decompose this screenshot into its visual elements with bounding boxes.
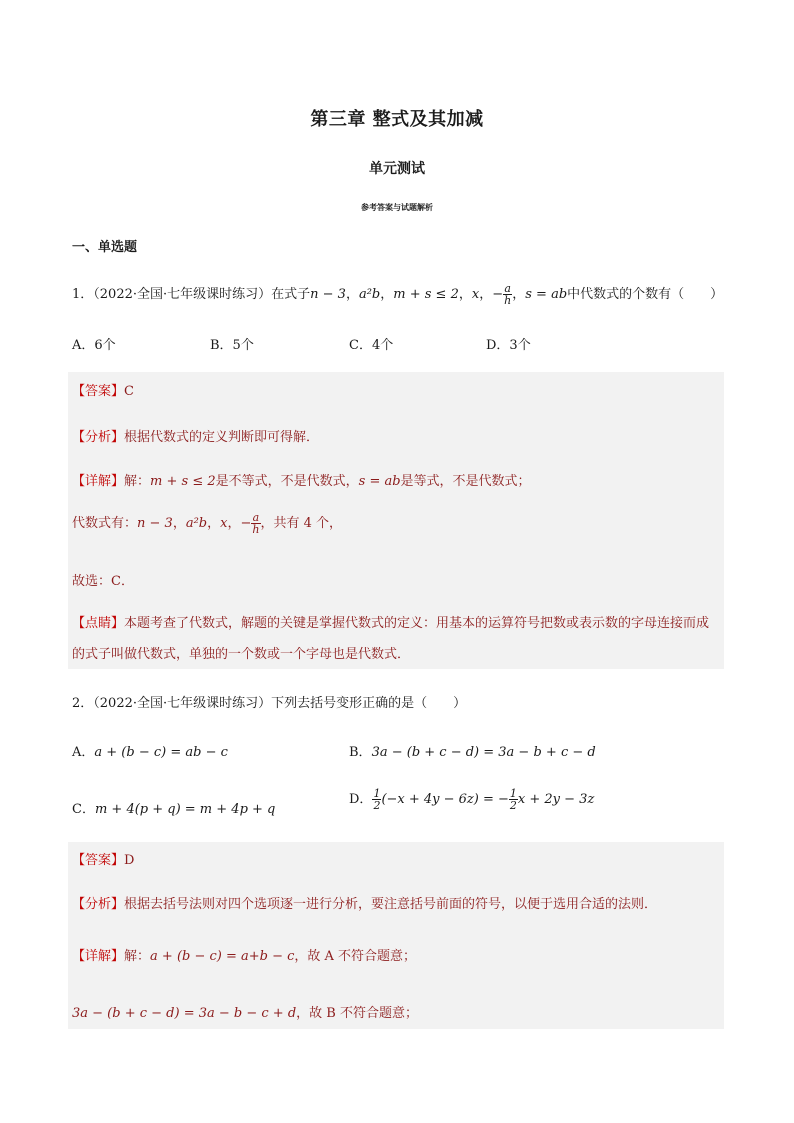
q2-option-b[interactable]: B．3a − (b + c − d) = 3a − b + c − d bbox=[349, 745, 596, 760]
q2-detail-line-1: 【详解】解：a + (b − c) = a+b − c，故 A 不符合题意； bbox=[72, 949, 417, 964]
q2-option-d[interactable]: D． $\frac{1}{2}$ (−x + 4y − 6z) = − $\frac{1}{2}$ x + 2y − 3z bbox=[349, 787, 595, 812]
q1-option-a[interactable]: A．6个 bbox=[72, 338, 116, 353]
q1-option-c[interactable]: C．4个 bbox=[349, 338, 394, 353]
q1-detail-line-3: 故选：C． bbox=[72, 574, 134, 589]
q1-detail-line-2: 代数式有：n − 3，a²b，x，− $\frac{a}{h}$ ，共有 4 个， bbox=[72, 511, 343, 536]
q1-option-d[interactable]: D．3个 bbox=[486, 338, 531, 353]
fraction: $\frac{a}{h}$ bbox=[252, 511, 260, 536]
fraction: $\frac{1}{2}$ bbox=[509, 787, 517, 812]
fraction: $\frac{a}{h}$ bbox=[504, 282, 512, 307]
q1-comment: 【点睛】本题考查了代数式，解题的关键是掌握代数式的定义：用基本的运算符号把数或表示数的字母连接而成的式子叫做代数式，单独的一个数或一个字母也是代数式． bbox=[72, 616, 710, 662]
q1-answer: 【答案】C bbox=[72, 384, 134, 399]
section-heading: 一、单选题 bbox=[72, 240, 138, 255]
q2-option-a[interactable]: A．a + (b − c) = ab − c bbox=[72, 745, 228, 760]
q2-answer-box bbox=[68, 842, 724, 1029]
q1-analysis: 【分析】根据代数式的定义判断即可得解． bbox=[72, 430, 320, 445]
q2-answer: 【答案】D bbox=[72, 853, 135, 868]
q2-analysis: 【分析】根据去括号法则对四个选项逐一进行分析，要注意括号前面的符号，以便于选用合适的法则． bbox=[72, 897, 658, 912]
q1-option-b[interactable]: B．5个 bbox=[210, 338, 254, 353]
q2-detail-line-2: 3a − (b + c − d) = 3a − b − c + d，故 B 不符合题意； bbox=[72, 1006, 418, 1021]
question-1-stem: 1．（2022·全国·七年级课时练习）在式子n − 3，a²b，m + s ≤ 2，x，− $\frac{a}{h}$ ，s = ab中代数式的个数有（ ） bbox=[72, 282, 724, 307]
answer-note: 参考答案与试题解析 bbox=[361, 202, 433, 212]
question-2-stem: 2．（2022·全国·七年级课时练习）下列去括号变形正确的是（ ） bbox=[72, 696, 467, 711]
fraction: $\frac{1}{2}$ bbox=[373, 787, 381, 812]
q2-option-c[interactable]: C．m + 4(p + q) = m + 4p + q bbox=[72, 802, 276, 817]
chapter-title: 第三章 整式及其加减 bbox=[310, 109, 484, 130]
unit-test-subtitle: 单元测试 bbox=[369, 161, 425, 177]
q1-detail-line-1: 【详解】解：m + s ≤ 2是不等式，不是代数式，s = ab是等式，不是代数式； bbox=[72, 474, 531, 489]
